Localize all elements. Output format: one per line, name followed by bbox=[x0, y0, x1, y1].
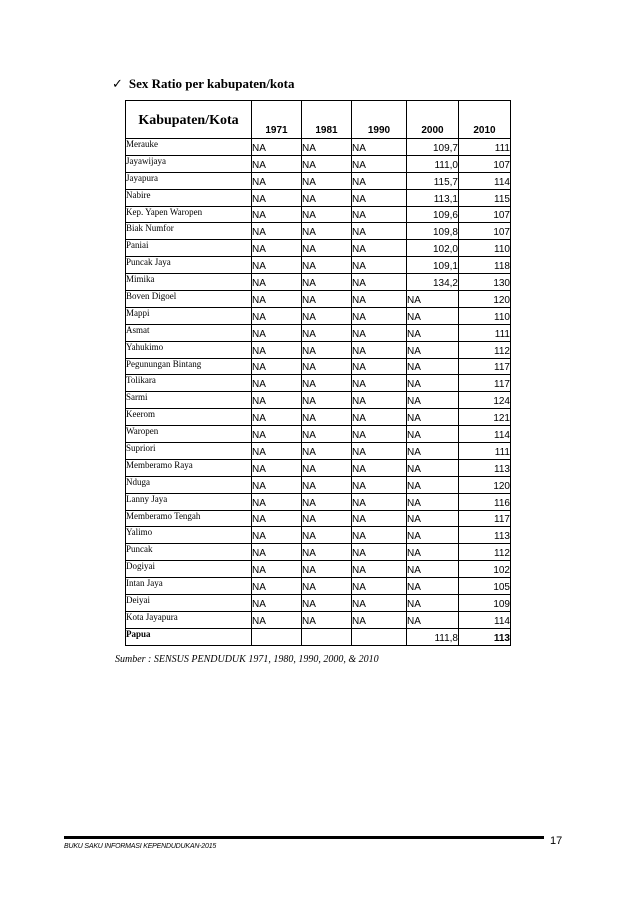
header-year-2010: 2010 bbox=[459, 101, 511, 139]
region-name-cell: Puncak bbox=[126, 544, 252, 561]
value-cell: NA bbox=[302, 561, 352, 578]
value-cell: NA bbox=[302, 291, 352, 308]
region-name-cell: Yahukimo bbox=[126, 341, 252, 358]
value-cell: NA bbox=[352, 409, 407, 426]
header-year-1981: 1981 bbox=[302, 101, 352, 139]
value-cell: 114 bbox=[459, 426, 511, 443]
value-cell: NA bbox=[252, 341, 302, 358]
table-row bbox=[126, 206, 511, 223]
value-cell: 109 bbox=[459, 595, 511, 612]
value-cell: NA bbox=[352, 206, 407, 223]
value-cell: 130 bbox=[459, 274, 511, 291]
value-cell: 113 bbox=[459, 628, 511, 645]
table-row bbox=[126, 257, 511, 274]
value-cell: NA bbox=[352, 392, 407, 409]
value-cell: NA bbox=[407, 324, 459, 341]
value-cell: NA bbox=[407, 510, 459, 527]
value-cell: NA bbox=[407, 527, 459, 544]
value-cell: 120 bbox=[459, 291, 511, 308]
region-name-cell: Paniai bbox=[126, 240, 252, 257]
value-cell: 117 bbox=[459, 358, 511, 375]
value-cell: NA bbox=[252, 240, 302, 257]
value-cell: NA bbox=[252, 206, 302, 223]
table-row bbox=[126, 527, 511, 544]
value-cell: NA bbox=[302, 172, 352, 189]
value-cell: NA bbox=[352, 358, 407, 375]
value-cell: NA bbox=[302, 274, 352, 291]
value-cell: 134,2 bbox=[407, 274, 459, 291]
table-row bbox=[126, 274, 511, 291]
value-cell: 114 bbox=[459, 611, 511, 628]
value-cell: NA bbox=[302, 459, 352, 476]
value-cell: NA bbox=[352, 561, 407, 578]
value-cell: NA bbox=[302, 358, 352, 375]
region-name-cell: Puncak Jaya bbox=[126, 257, 252, 274]
value-cell: NA bbox=[352, 459, 407, 476]
value-cell: NA bbox=[252, 324, 302, 341]
region-name-cell: Kep. Yapen Waropen bbox=[126, 206, 252, 223]
table-row bbox=[126, 155, 511, 172]
value-cell: NA bbox=[302, 324, 352, 341]
value-cell: 102 bbox=[459, 561, 511, 578]
value-cell: NA bbox=[252, 544, 302, 561]
table-row bbox=[126, 240, 511, 257]
table-row bbox=[126, 476, 511, 493]
value-cell: NA bbox=[407, 358, 459, 375]
value-cell: NA bbox=[252, 611, 302, 628]
value-cell: NA bbox=[352, 324, 407, 341]
value-cell: NA bbox=[252, 443, 302, 460]
value-cell: NA bbox=[302, 189, 352, 206]
value-cell: NA bbox=[407, 544, 459, 561]
value-cell: NA bbox=[407, 375, 459, 392]
table-row bbox=[126, 611, 511, 628]
value-cell: 116 bbox=[459, 493, 511, 510]
value-cell: 109,6 bbox=[407, 206, 459, 223]
value-cell: NA bbox=[252, 223, 302, 240]
value-cell: NA bbox=[252, 409, 302, 426]
value-cell: NA bbox=[252, 291, 302, 308]
value-cell: NA bbox=[252, 595, 302, 612]
value-cell: 109,8 bbox=[407, 223, 459, 240]
region-name-cell: Boven Digoel bbox=[126, 291, 252, 308]
value-cell: NA bbox=[352, 426, 407, 443]
header-year-1990: 1990 bbox=[352, 101, 407, 139]
value-cell: 107 bbox=[459, 223, 511, 240]
value-cell: 105 bbox=[459, 578, 511, 595]
value-cell: NA bbox=[302, 240, 352, 257]
value-cell: 117 bbox=[459, 375, 511, 392]
value-cell: NA bbox=[352, 493, 407, 510]
value-cell: NA bbox=[252, 426, 302, 443]
value-cell: NA bbox=[352, 291, 407, 308]
region-name-cell: Supriori bbox=[126, 443, 252, 460]
value-cell: NA bbox=[252, 561, 302, 578]
table-row bbox=[126, 307, 511, 324]
region-name-cell: Lanny Jaya bbox=[126, 493, 252, 510]
value-cell: NA bbox=[302, 544, 352, 561]
value-cell: 111,8 bbox=[407, 628, 459, 645]
region-name-cell: Memberamo Tengah bbox=[126, 510, 252, 527]
table-row bbox=[126, 409, 511, 426]
value-cell: NA bbox=[302, 392, 352, 409]
region-name-cell: Deiyai bbox=[126, 595, 252, 612]
value-cell: NA bbox=[352, 139, 407, 156]
value-cell: NA bbox=[252, 274, 302, 291]
value-cell: NA bbox=[302, 493, 352, 510]
region-name-cell: Dogiyai bbox=[126, 561, 252, 578]
value-cell: 109,7 bbox=[407, 139, 459, 156]
header-year-1971: 1971 bbox=[252, 101, 302, 139]
value-cell: 111 bbox=[459, 324, 511, 341]
value-cell: NA bbox=[407, 409, 459, 426]
table-row bbox=[126, 139, 511, 156]
page-number: 17 bbox=[550, 835, 563, 847]
region-name-cell: Sarmi bbox=[126, 392, 252, 409]
value-cell: NA bbox=[407, 561, 459, 578]
value-cell: NA bbox=[352, 189, 407, 206]
value-cell bbox=[352, 628, 407, 645]
value-cell: NA bbox=[407, 611, 459, 628]
value-cell: 110 bbox=[459, 307, 511, 324]
source-note: Sumber : SENSUS PENDUDUK 1971, 1980, 1990, 2000, & 2010 bbox=[115, 654, 379, 665]
value-cell: NA bbox=[407, 595, 459, 612]
value-cell: NA bbox=[302, 595, 352, 612]
value-cell: 115 bbox=[459, 189, 511, 206]
value-cell: 118 bbox=[459, 257, 511, 274]
region-name-cell: Tolikara bbox=[126, 375, 252, 392]
table-row bbox=[126, 578, 511, 595]
table-row bbox=[126, 493, 511, 510]
region-name-cell: Keerom bbox=[126, 409, 252, 426]
value-cell: NA bbox=[352, 510, 407, 527]
value-cell: NA bbox=[302, 409, 352, 426]
value-cell: NA bbox=[252, 527, 302, 544]
section-heading bbox=[112, 76, 294, 92]
section-heading-text: Sex Ratio per kabupaten/kota bbox=[128, 76, 295, 91]
value-cell: NA bbox=[252, 155, 302, 172]
value-cell: NA bbox=[302, 206, 352, 223]
region-name-cell: Asmat bbox=[126, 324, 252, 341]
table-row bbox=[126, 426, 511, 443]
value-cell: 107 bbox=[459, 155, 511, 172]
region-name-cell: Kota Jayapura bbox=[126, 611, 252, 628]
value-cell: NA bbox=[302, 139, 352, 156]
region-name-cell: Merauke bbox=[126, 139, 252, 156]
value-cell: NA bbox=[302, 375, 352, 392]
value-cell: NA bbox=[407, 459, 459, 476]
region-name-cell: Mimika bbox=[126, 274, 252, 291]
value-cell: 114 bbox=[459, 172, 511, 189]
table-body bbox=[126, 139, 511, 646]
value-cell: 112 bbox=[459, 544, 511, 561]
value-cell: NA bbox=[252, 578, 302, 595]
value-cell: NA bbox=[302, 527, 352, 544]
table-row bbox=[126, 223, 511, 240]
value-cell: NA bbox=[302, 578, 352, 595]
table-row bbox=[126, 561, 511, 578]
value-cell: NA bbox=[302, 307, 352, 324]
region-name-cell: Waropen bbox=[126, 426, 252, 443]
table-header-row bbox=[126, 101, 511, 139]
value-cell: 111,0 bbox=[407, 155, 459, 172]
value-cell: NA bbox=[352, 155, 407, 172]
value-cell bbox=[252, 628, 302, 645]
value-cell: NA bbox=[352, 544, 407, 561]
value-cell: 111 bbox=[459, 139, 511, 156]
value-cell: 120 bbox=[459, 476, 511, 493]
value-cell: NA bbox=[407, 443, 459, 460]
value-cell: NA bbox=[302, 223, 352, 240]
value-cell: NA bbox=[352, 443, 407, 460]
value-cell: NA bbox=[352, 172, 407, 189]
value-cell: NA bbox=[407, 341, 459, 358]
table-row bbox=[126, 392, 511, 409]
region-name-cell: Jayapura bbox=[126, 172, 252, 189]
value-cell: 124 bbox=[459, 392, 511, 409]
region-name-cell: Jayawijaya bbox=[126, 155, 252, 172]
value-cell: NA bbox=[252, 189, 302, 206]
region-name-cell: Intan Jaya bbox=[126, 578, 252, 595]
value-cell: NA bbox=[252, 476, 302, 493]
region-name-cell: Nabire bbox=[126, 189, 252, 206]
value-cell: NA bbox=[407, 578, 459, 595]
value-cell: 113,1 bbox=[407, 189, 459, 206]
sex-ratio-table bbox=[125, 100, 511, 646]
region-name-cell: Nduga bbox=[126, 476, 252, 493]
table-row bbox=[126, 358, 511, 375]
value-cell: NA bbox=[352, 595, 407, 612]
value-cell: NA bbox=[302, 341, 352, 358]
table-row bbox=[126, 544, 511, 561]
table-total-row bbox=[126, 628, 511, 645]
value-cell: NA bbox=[302, 426, 352, 443]
value-cell: 111 bbox=[459, 443, 511, 460]
footer-title: BUKU SAKU INFORMASI KEPENDUDUKAN-2015 bbox=[64, 843, 217, 850]
value-cell: NA bbox=[352, 476, 407, 493]
table-row bbox=[126, 375, 511, 392]
value-cell: 117 bbox=[459, 510, 511, 527]
value-cell: 115,7 bbox=[407, 172, 459, 189]
value-cell: NA bbox=[252, 375, 302, 392]
table-row bbox=[126, 172, 511, 189]
value-cell: 113 bbox=[459, 459, 511, 476]
value-cell: NA bbox=[352, 223, 407, 240]
value-cell: NA bbox=[252, 358, 302, 375]
value-cell: 109,1 bbox=[407, 257, 459, 274]
footer-rule bbox=[64, 836, 544, 839]
value-cell: NA bbox=[352, 240, 407, 257]
value-cell: 102,0 bbox=[407, 240, 459, 257]
value-cell: 113 bbox=[459, 527, 511, 544]
value-cell: NA bbox=[352, 578, 407, 595]
value-cell: NA bbox=[352, 341, 407, 358]
table-row bbox=[126, 189, 511, 206]
table-row bbox=[126, 510, 511, 527]
value-cell: 107 bbox=[459, 206, 511, 223]
value-cell: NA bbox=[302, 443, 352, 460]
region-name-cell: Biak Numfor bbox=[126, 223, 252, 240]
value-cell: NA bbox=[252, 459, 302, 476]
table-row bbox=[126, 595, 511, 612]
value-cell: NA bbox=[407, 426, 459, 443]
value-cell: NA bbox=[252, 493, 302, 510]
value-cell: NA bbox=[302, 257, 352, 274]
total-name-cell: Papua bbox=[126, 628, 252, 645]
value-cell: NA bbox=[302, 155, 352, 172]
table-row bbox=[126, 341, 511, 358]
value-cell: NA bbox=[407, 493, 459, 510]
value-cell: NA bbox=[352, 307, 407, 324]
checkmark-icon: ✓ bbox=[112, 76, 123, 91]
table-row bbox=[126, 324, 511, 341]
value-cell: NA bbox=[302, 510, 352, 527]
value-cell: NA bbox=[252, 510, 302, 527]
header-year-2000: 2000 bbox=[407, 101, 459, 139]
value-cell: NA bbox=[252, 307, 302, 324]
value-cell: NA bbox=[407, 476, 459, 493]
table-row bbox=[126, 459, 511, 476]
value-cell: NA bbox=[252, 392, 302, 409]
value-cell bbox=[302, 628, 352, 645]
region-name-cell: Memberamo Raya bbox=[126, 459, 252, 476]
value-cell: NA bbox=[407, 291, 459, 308]
value-cell: NA bbox=[407, 307, 459, 324]
value-cell: NA bbox=[352, 375, 407, 392]
value-cell: 110 bbox=[459, 240, 511, 257]
value-cell: 112 bbox=[459, 341, 511, 358]
value-cell: NA bbox=[352, 611, 407, 628]
table-row bbox=[126, 443, 511, 460]
region-name-cell: Yalimo bbox=[126, 527, 252, 544]
value-cell: NA bbox=[352, 274, 407, 291]
value-cell: NA bbox=[407, 392, 459, 409]
value-cell: NA bbox=[252, 257, 302, 274]
header-kabupaten-kota: Kabupaten/Kota bbox=[126, 101, 252, 139]
table-row bbox=[126, 291, 511, 308]
value-cell: NA bbox=[352, 527, 407, 544]
region-name-cell: Mappi bbox=[126, 307, 252, 324]
value-cell: NA bbox=[252, 139, 302, 156]
value-cell: 121 bbox=[459, 409, 511, 426]
value-cell: NA bbox=[302, 611, 352, 628]
value-cell: NA bbox=[252, 172, 302, 189]
value-cell: NA bbox=[352, 257, 407, 274]
region-name-cell: Pegunungan Bintang bbox=[126, 358, 252, 375]
value-cell: NA bbox=[302, 476, 352, 493]
